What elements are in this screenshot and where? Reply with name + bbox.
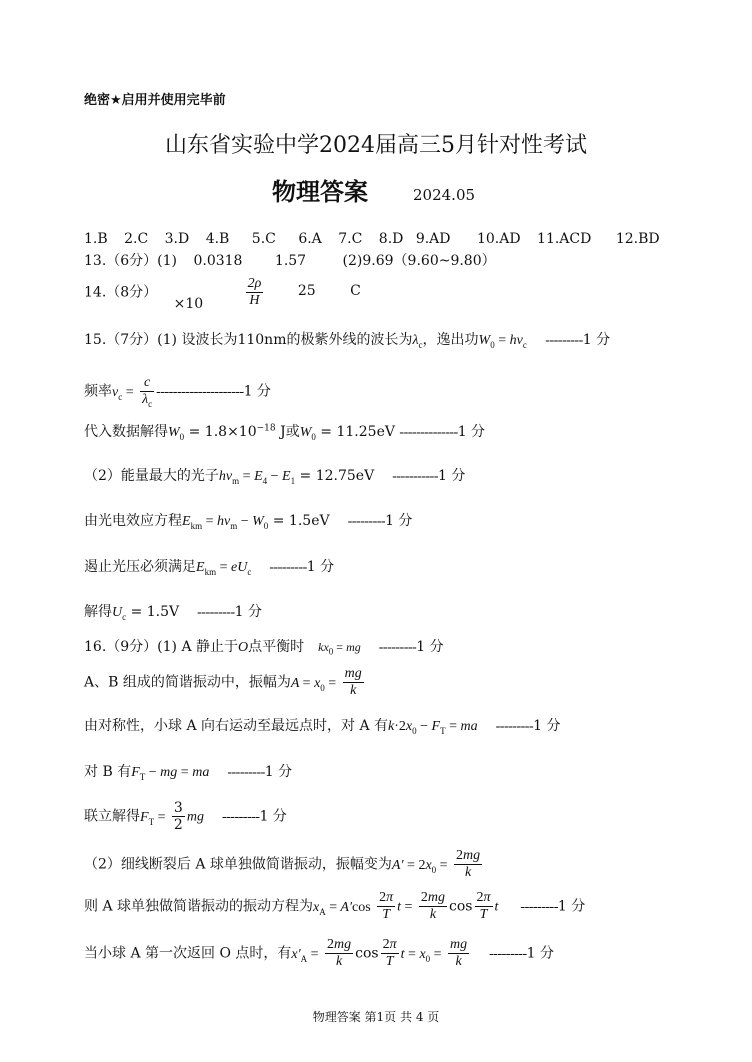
answer-3: 3.D: [164, 231, 190, 247]
q16-line-5: 联立解得$F_T$ = $\frac{3}{2}$ mg ---------1 分: [84, 800, 287, 833]
answer-6: 6.A: [298, 231, 322, 247]
q14-value-4: C: [350, 282, 361, 299]
answer-10: 10.AD: [476, 231, 521, 247]
q15-line-7: 解得$U_c = 1.5V$ ---------1 分: [84, 604, 262, 622]
exam-title: 山东省实验中学2024届高三5月针对性考试: [165, 133, 587, 158]
q15-line-4: （2）能量最大的光子$h\nu_m = E_4 - E_1 = 12.75eV$ -----------1 分: [84, 468, 466, 486]
q13-value-2: 1.57: [274, 253, 307, 269]
q15-line-1: 15.（7分）(1) 设波长为110nm的极紫外线的波长为$\lambda_c$，逸出功$W_0 = h\nu_c$ ---------1 分: [84, 332, 611, 350]
answer-11: 11.ACD: [537, 231, 592, 247]
q14-fraction: $\frac{2\rho}{H}$: [247, 276, 262, 308]
q15-line-6: 遏止光压必须满足$E_{km} = eU_c$ ---------1 分: [84, 559, 335, 577]
page-footer: 物理答案 第1页 共 4 页: [312, 1010, 440, 1024]
answer-2: 2.C: [124, 231, 149, 247]
q16-line-7: 则 A 球单独做简谐振动的振动方程为$x_A = A'\cos$ $\frac{2\pi}{T}$ t = $\frac{2mg}{k}$ cos $\frac{2\pi}{T}$ t ---------1 分: [84, 890, 586, 922]
q16-line-6: （2）细线断裂后 A 球单独做简谐振动，振幅变为$A' = 2x_0$ = $\frac{2mg}{k}$: [84, 848, 481, 880]
answer-4: 4.B: [205, 231, 230, 247]
answer-9: 9.AD: [415, 231, 451, 247]
answer-8: 8.D: [378, 231, 404, 247]
q14-value-3: 25: [297, 282, 316, 299]
q16-line-8: 当小球 A 第一次返回 O 点时，有$x'_A$ = $\frac{2mg}{k}$ cos $\frac{2\pi}{T}$ $t = x_0$ = $\frac{mg}{k}$ ---------1 分: [84, 937, 554, 969]
answer-12: 12.BD: [615, 231, 660, 247]
secret-mark: 绝密★启用并使用完毕前: [84, 93, 226, 108]
q16-line-4: 对 B 有$F_T$ − mg = ma ---------1 分: [84, 764, 293, 782]
q16-line-2: A、B 组成的简谐振动中，振幅为$A = x_0$ = $\frac{mg}{k}$: [84, 666, 362, 698]
q16-line-3: 由对称性，小球 A 向右运动至最远点时，对 A 有$k\cdot 2x_0 - F_T$ = ma ---------1 分: [84, 718, 561, 736]
answer-7: 7.C: [338, 231, 363, 247]
answer-1: 1.B: [84, 231, 108, 247]
q13-line: [84, 252, 496, 270]
q14-value-1: ×10: [173, 295, 204, 312]
q15-line-3: 代入数据解得$W_0 = 1.8\times 10^{-18}$ J或$W_0 = 11.25eV$ --------------1 分: [84, 423, 486, 442]
choice-answers-row: [84, 230, 660, 248]
doc-date: 2024.05: [413, 186, 476, 204]
q13-value-1: 0.0318: [193, 253, 243, 269]
answer-5: 5.C: [251, 231, 276, 247]
q16-line-1: 16.（9分）(1) A 静止于O点平衡时 $kx_0$ = mg ---------1 分: [84, 639, 444, 657]
q13-value-3: (2)9.69（9.60~9.80）: [342, 253, 496, 269]
q14-label: 14.（8分）: [84, 284, 158, 301]
q14-line: [84, 276, 361, 312]
q15-line-5: 由光电效应方程$E_{km} = h\nu_m - W_0 = 1.5eV$ ---------1 分: [84, 513, 413, 531]
q13-label: 13.（6分）(1): [84, 253, 178, 269]
doc-title: 物理答案: [272, 178, 368, 206]
q15-line-2: 频率$\nu_c$ = $\frac{c}{\lambda_c}$ ---------------------1 分: [84, 375, 271, 409]
